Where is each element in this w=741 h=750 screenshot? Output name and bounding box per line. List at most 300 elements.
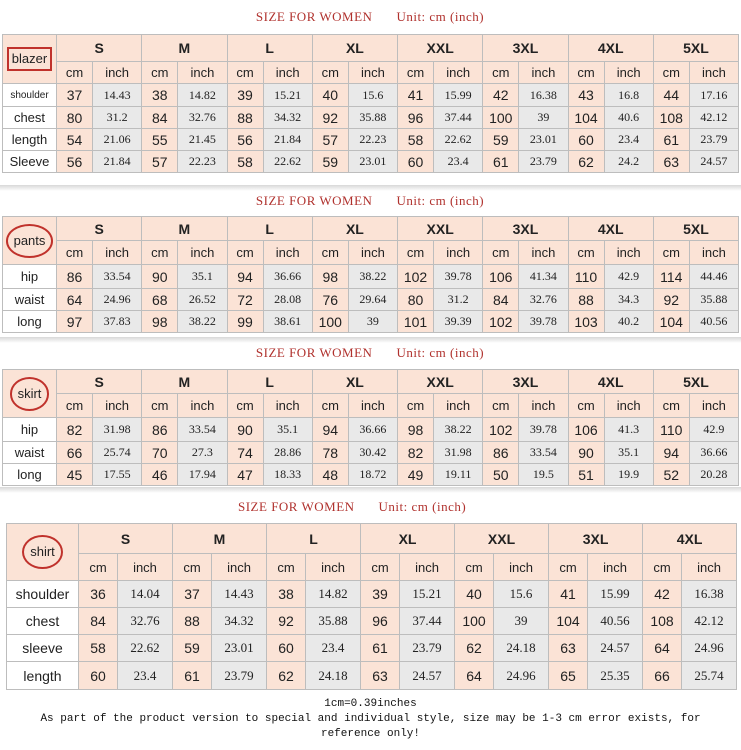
skirt-size-table <box>2 369 739 486</box>
measurement-row <box>3 107 739 129</box>
inch-value: 14.04 <box>118 581 173 608</box>
cm-value: 59 <box>483 129 519 151</box>
cm-header: cm <box>227 394 263 418</box>
inch-header: inch <box>93 241 142 265</box>
inch-value: 15.21 <box>263 84 312 107</box>
cm-value: 92 <box>653 289 689 311</box>
size-header: 3XL <box>483 35 568 62</box>
inch-value: 22.23 <box>348 129 397 151</box>
inch-value: 23.01 <box>348 151 397 173</box>
cm-value: 100 <box>455 608 494 635</box>
measurement-label: chest <box>3 107 57 129</box>
section-title <box>2 345 738 361</box>
inch-header: inch <box>93 394 142 418</box>
cm-value: 36 <box>79 581 118 608</box>
inch-value: 32.76 <box>519 289 568 311</box>
inch-value: 37.44 <box>400 608 455 635</box>
inch-value: 39.78 <box>519 418 568 442</box>
measurement-label: shoulder <box>3 84 57 107</box>
inch-value: 15.99 <box>434 84 483 107</box>
cm-value: 114 <box>653 265 689 289</box>
cm-header: cm <box>483 394 519 418</box>
section-title <box>2 9 738 25</box>
inch-value: 24.96 <box>494 662 549 690</box>
cm-value: 88 <box>568 289 604 311</box>
size-header: XL <box>361 524 455 554</box>
measurement-row <box>3 464 739 486</box>
inch-header: inch <box>604 394 653 418</box>
inch-value: 42.12 <box>682 608 737 635</box>
inch-value: 31.2 <box>93 107 142 129</box>
inch-value: 33.54 <box>93 265 142 289</box>
cm-value: 60 <box>267 635 306 662</box>
shirt-section <box>2 490 738 690</box>
inch-value: 39.78 <box>434 265 483 289</box>
cm-value: 56 <box>57 151 93 173</box>
inch-header: inch <box>263 394 312 418</box>
inch-value: 32.76 <box>118 608 173 635</box>
inch-value: 23.79 <box>689 129 738 151</box>
inch-header: inch <box>434 241 483 265</box>
cm-value: 90 <box>142 265 178 289</box>
cm-header: cm <box>549 554 588 581</box>
measurement-label: length <box>7 662 79 690</box>
inch-value: 42.12 <box>689 107 738 129</box>
inch-value: 25.74 <box>93 442 142 464</box>
cm-value: 100 <box>483 107 519 129</box>
cm-value: 98 <box>398 418 434 442</box>
inch-value: 17.16 <box>689 84 738 107</box>
cm-value: 86 <box>57 265 93 289</box>
inch-value: 38.22 <box>434 418 483 442</box>
category-label: blazer <box>7 47 52 71</box>
size-header: L <box>227 35 312 62</box>
inch-value: 28.86 <box>263 442 312 464</box>
measurement-row <box>3 311 739 333</box>
inch-value: 17.55 <box>93 464 142 486</box>
measurement-row <box>3 265 739 289</box>
inch-value: 24.18 <box>306 662 361 690</box>
cm-header: cm <box>643 554 682 581</box>
inch-value: 35.88 <box>348 107 397 129</box>
inch-value: 42.9 <box>604 265 653 289</box>
category-cell <box>3 35 57 84</box>
blazer-size-table <box>2 34 739 173</box>
cm-value: 66 <box>643 662 682 690</box>
cm-value: 64 <box>57 289 93 311</box>
inch-value: 14.82 <box>306 581 361 608</box>
size-header: XXL <box>398 217 483 241</box>
inch-value: 33.54 <box>519 442 568 464</box>
size-header: S <box>57 217 142 241</box>
measurement-row <box>3 442 739 464</box>
title-text: SIZE FOR WOMEN <box>255 9 373 24</box>
inch-value: 32.76 <box>178 107 227 129</box>
inch-value: 15.21 <box>400 581 455 608</box>
inch-value: 23.4 <box>434 151 483 173</box>
cm-value: 57 <box>142 151 178 173</box>
measurement-label: length <box>3 129 57 151</box>
measurement-row <box>3 289 739 311</box>
section-title <box>2 193 738 209</box>
inch-header: inch <box>434 62 483 84</box>
inch-value: 22.62 <box>434 129 483 151</box>
measurement-label: hip <box>3 418 57 442</box>
measurement-label: hip <box>3 265 57 289</box>
disclaimer: As part of the product version to special and individual style, size may be 1-3 cm error exists, for reference only! <box>40 713 701 740</box>
inch-value: 16.38 <box>682 581 737 608</box>
cm-header: cm <box>57 394 93 418</box>
category-cell <box>3 217 57 265</box>
cm-value: 42 <box>643 581 682 608</box>
measurement-row <box>3 418 739 442</box>
inch-header: inch <box>588 554 643 581</box>
inch-header: inch <box>604 62 653 84</box>
cm-value: 52 <box>653 464 689 486</box>
cm-value: 104 <box>549 608 588 635</box>
measurement-row <box>7 581 737 608</box>
inch-value: 22.62 <box>118 635 173 662</box>
category-label: skirt <box>10 377 50 411</box>
cm-value: 38 <box>267 581 306 608</box>
category-cell <box>3 370 57 418</box>
cm-value: 40 <box>455 581 494 608</box>
size-header-row <box>3 35 739 62</box>
inch-value: 25.35 <box>588 662 643 690</box>
inch-header: inch <box>212 554 267 581</box>
category-label: pants <box>6 224 54 258</box>
inch-value: 24.96 <box>682 635 737 662</box>
measurement-row <box>3 129 739 151</box>
title-text: SIZE FOR WOMEN <box>255 193 373 208</box>
inch-value: 22.23 <box>178 151 227 173</box>
inch-header: inch <box>494 554 549 581</box>
inch-value: 23.4 <box>118 662 173 690</box>
cm-header: cm <box>142 241 178 265</box>
category-cell <box>7 524 79 581</box>
inch-value: 23.01 <box>519 129 568 151</box>
shirt-size-table <box>6 523 737 690</box>
size-header: M <box>173 524 267 554</box>
size-header-row <box>3 370 739 394</box>
cm-value: 106 <box>568 418 604 442</box>
size-header: M <box>142 217 227 241</box>
inch-value: 20.28 <box>689 464 738 486</box>
inch-header: inch <box>348 241 397 265</box>
inch-value: 37.83 <box>93 311 142 333</box>
cm-value: 70 <box>142 442 178 464</box>
cm-value: 106 <box>483 265 519 289</box>
cm-value: 50 <box>483 464 519 486</box>
inch-value: 23.4 <box>604 129 653 151</box>
inch-header: inch <box>434 394 483 418</box>
cm-value: 80 <box>398 289 434 311</box>
inch-header: inch <box>604 241 653 265</box>
size-header: 5XL <box>653 217 738 241</box>
cm-value: 86 <box>142 418 178 442</box>
cm-value: 84 <box>483 289 519 311</box>
size-header: 4XL <box>568 217 653 241</box>
size-header: XL <box>312 217 397 241</box>
inch-header: inch <box>178 394 227 418</box>
inch-value: 42.9 <box>689 418 738 442</box>
cm-header: cm <box>142 394 178 418</box>
inch-value: 31.2 <box>434 289 483 311</box>
cm-value: 88 <box>227 107 263 129</box>
size-header-row <box>3 217 739 241</box>
inch-value: 24.57 <box>588 635 643 662</box>
cm-value: 102 <box>483 311 519 333</box>
cm-value: 39 <box>227 84 263 107</box>
inch-value: 40.56 <box>689 311 738 333</box>
cm-value: 102 <box>398 265 434 289</box>
measurement-row <box>7 662 737 690</box>
cm-header: cm <box>568 241 604 265</box>
unit-header-row <box>3 62 739 84</box>
inch-value: 36.66 <box>263 265 312 289</box>
inch-value: 31.98 <box>93 418 142 442</box>
cm-value: 102 <box>483 418 519 442</box>
inch-value: 44.46 <box>689 265 738 289</box>
size-header: 4XL <box>568 370 653 394</box>
skirt-section <box>2 338 738 488</box>
measurement-label: long <box>3 311 57 333</box>
inch-value: 22.62 <box>263 151 312 173</box>
cm-header: cm <box>227 62 263 84</box>
inch-value: 23.01 <box>212 635 267 662</box>
cm-value: 48 <box>312 464 348 486</box>
cm-value: 66 <box>57 442 93 464</box>
inch-header: inch <box>348 62 397 84</box>
inch-value: 41.34 <box>519 265 568 289</box>
measurement-row <box>3 84 739 107</box>
inch-value: 34.32 <box>263 107 312 129</box>
inch-header: inch <box>519 62 568 84</box>
size-header: M <box>142 370 227 394</box>
cm-value: 110 <box>653 418 689 442</box>
footer <box>0 697 741 742</box>
inch-value: 41.3 <box>604 418 653 442</box>
cm-value: 43 <box>568 84 604 107</box>
inch-value: 15.99 <box>588 581 643 608</box>
cm-value: 51 <box>568 464 604 486</box>
cm-header: cm <box>653 241 689 265</box>
inch-value: 21.06 <box>93 129 142 151</box>
cm-value: 45 <box>57 464 93 486</box>
size-header: XXL <box>455 524 549 554</box>
cm-header: cm <box>398 394 434 418</box>
size-header-row <box>7 524 737 554</box>
cm-header: cm <box>173 554 212 581</box>
cm-value: 62 <box>568 151 604 173</box>
cm-header: cm <box>398 241 434 265</box>
size-header: 4XL <box>643 524 737 554</box>
inch-value: 23.79 <box>212 662 267 690</box>
size-header: 3XL <box>483 217 568 241</box>
size-header: M <box>142 35 227 62</box>
cm-value: 42 <box>483 84 519 107</box>
cm-value: 98 <box>312 265 348 289</box>
cm-header: cm <box>142 62 178 84</box>
cm-header: cm <box>653 394 689 418</box>
unit-header-row <box>7 554 737 581</box>
cm-header: cm <box>312 62 348 84</box>
size-header: 5XL <box>653 370 738 394</box>
inch-value: 24.2 <box>604 151 653 173</box>
cm-value: 68 <box>142 289 178 311</box>
cm-value: 82 <box>57 418 93 442</box>
cm-header: cm <box>227 241 263 265</box>
cm-header: cm <box>79 554 118 581</box>
inch-value: 19.9 <box>604 464 653 486</box>
cm-value: 58 <box>79 635 118 662</box>
cm-value: 108 <box>653 107 689 129</box>
cm-value: 54 <box>57 129 93 151</box>
measurement-label: waist <box>3 289 57 311</box>
inch-value: 34.32 <box>212 608 267 635</box>
inch-value: 16.8 <box>604 84 653 107</box>
cm-value: 108 <box>643 608 682 635</box>
cm-value: 61 <box>653 129 689 151</box>
inch-value: 39.39 <box>434 311 483 333</box>
size-header: XXL <box>398 370 483 394</box>
size-header: 3XL <box>549 524 643 554</box>
measurement-row <box>7 635 737 662</box>
cm-value: 96 <box>398 107 434 129</box>
cm-value: 74 <box>227 442 263 464</box>
inch-value: 29.64 <box>348 289 397 311</box>
cm-value: 90 <box>227 418 263 442</box>
inch-header: inch <box>519 241 568 265</box>
inch-value: 40.6 <box>604 107 653 129</box>
cm-value: 63 <box>361 662 400 690</box>
size-header: S <box>79 524 173 554</box>
cm-value: 60 <box>79 662 118 690</box>
cm-value: 58 <box>398 129 434 151</box>
cm-header: cm <box>57 241 93 265</box>
blazer-section <box>2 0 738 182</box>
cm-header: cm <box>455 554 494 581</box>
unit-label: Unit: cm (inch) <box>378 499 467 514</box>
cm-value: 90 <box>568 442 604 464</box>
size-header: 4XL <box>568 35 653 62</box>
measurement-label: sleeve <box>7 635 79 662</box>
cm-value: 94 <box>653 442 689 464</box>
inch-header: inch <box>689 241 738 265</box>
cm-value: 44 <box>653 84 689 107</box>
inch-value: 30.42 <box>348 442 397 464</box>
inch-value: 35.88 <box>689 289 738 311</box>
cm-value: 62 <box>267 662 306 690</box>
cm-value: 92 <box>267 608 306 635</box>
cm-value: 86 <box>483 442 519 464</box>
size-header: L <box>267 524 361 554</box>
cm-header: cm <box>312 394 348 418</box>
inch-value: 40.56 <box>588 608 643 635</box>
cm-value: 100 <box>312 311 348 333</box>
cm-header: cm <box>361 554 400 581</box>
cm-value: 55 <box>142 129 178 151</box>
cm-value: 60 <box>398 151 434 173</box>
cm-header: cm <box>483 241 519 265</box>
cm-value: 62 <box>455 635 494 662</box>
inch-value: 19.11 <box>434 464 483 486</box>
cm-value: 49 <box>398 464 434 486</box>
inch-value: 23.4 <box>306 635 361 662</box>
cm-value: 99 <box>227 311 263 333</box>
inch-value: 28.08 <box>263 289 312 311</box>
inch-value: 35.1 <box>178 265 227 289</box>
cm-value: 84 <box>79 608 118 635</box>
cm-value: 104 <box>568 107 604 129</box>
cm-value: 61 <box>173 662 212 690</box>
cm-value: 59 <box>312 151 348 173</box>
inch-header: inch <box>400 554 455 581</box>
cm-value: 63 <box>653 151 689 173</box>
size-header: L <box>227 370 312 394</box>
cm-header: cm <box>483 62 519 84</box>
inch-header: inch <box>178 241 227 265</box>
size-header: XXL <box>398 35 483 62</box>
inch-value: 39 <box>519 107 568 129</box>
cm-value: 37 <box>57 84 93 107</box>
conversion-note: 1cm=0.39inches <box>324 698 417 710</box>
cm-header: cm <box>568 62 604 84</box>
inch-header: inch <box>263 241 312 265</box>
inch-header: inch <box>348 394 397 418</box>
cm-header: cm <box>653 62 689 84</box>
inch-value: 38.22 <box>178 311 227 333</box>
size-header: 3XL <box>483 370 568 394</box>
inch-value: 14.43 <box>212 581 267 608</box>
inch-value: 34.3 <box>604 289 653 311</box>
cm-header: cm <box>267 554 306 581</box>
cm-header: cm <box>398 62 434 84</box>
cm-value: 72 <box>227 289 263 311</box>
pants-section <box>2 186 738 336</box>
size-header: S <box>57 370 142 394</box>
cm-header: cm <box>568 394 604 418</box>
title-text: SIZE FOR WOMEN <box>238 499 355 514</box>
inch-value: 26.52 <box>178 289 227 311</box>
measurement-label: shoulder <box>7 581 79 608</box>
cm-value: 103 <box>568 311 604 333</box>
measurement-label: Sleeve <box>3 151 57 173</box>
cm-value: 82 <box>398 442 434 464</box>
measurement-label: waist <box>3 442 57 464</box>
inch-value: 35.1 <box>263 418 312 442</box>
cm-value: 61 <box>483 151 519 173</box>
inch-value: 21.84 <box>263 129 312 151</box>
unit-label: Unit: cm (inch) <box>396 193 485 208</box>
inch-value: 19.5 <box>519 464 568 486</box>
inch-value: 14.82 <box>178 84 227 107</box>
inch-value: 27.3 <box>178 442 227 464</box>
inch-value: 39 <box>494 608 549 635</box>
inch-value: 36.66 <box>689 442 738 464</box>
cm-value: 110 <box>568 265 604 289</box>
cm-value: 64 <box>643 635 682 662</box>
inch-value: 39 <box>348 311 397 333</box>
section-title <box>238 499 466 515</box>
unit-label: Unit: cm (inch) <box>396 9 485 24</box>
inch-value: 21.45 <box>178 129 227 151</box>
inch-header: inch <box>178 62 227 84</box>
cm-value: 98 <box>142 311 178 333</box>
measurement-row <box>7 608 737 635</box>
inch-value: 40.2 <box>604 311 653 333</box>
inch-value: 25.74 <box>682 662 737 690</box>
